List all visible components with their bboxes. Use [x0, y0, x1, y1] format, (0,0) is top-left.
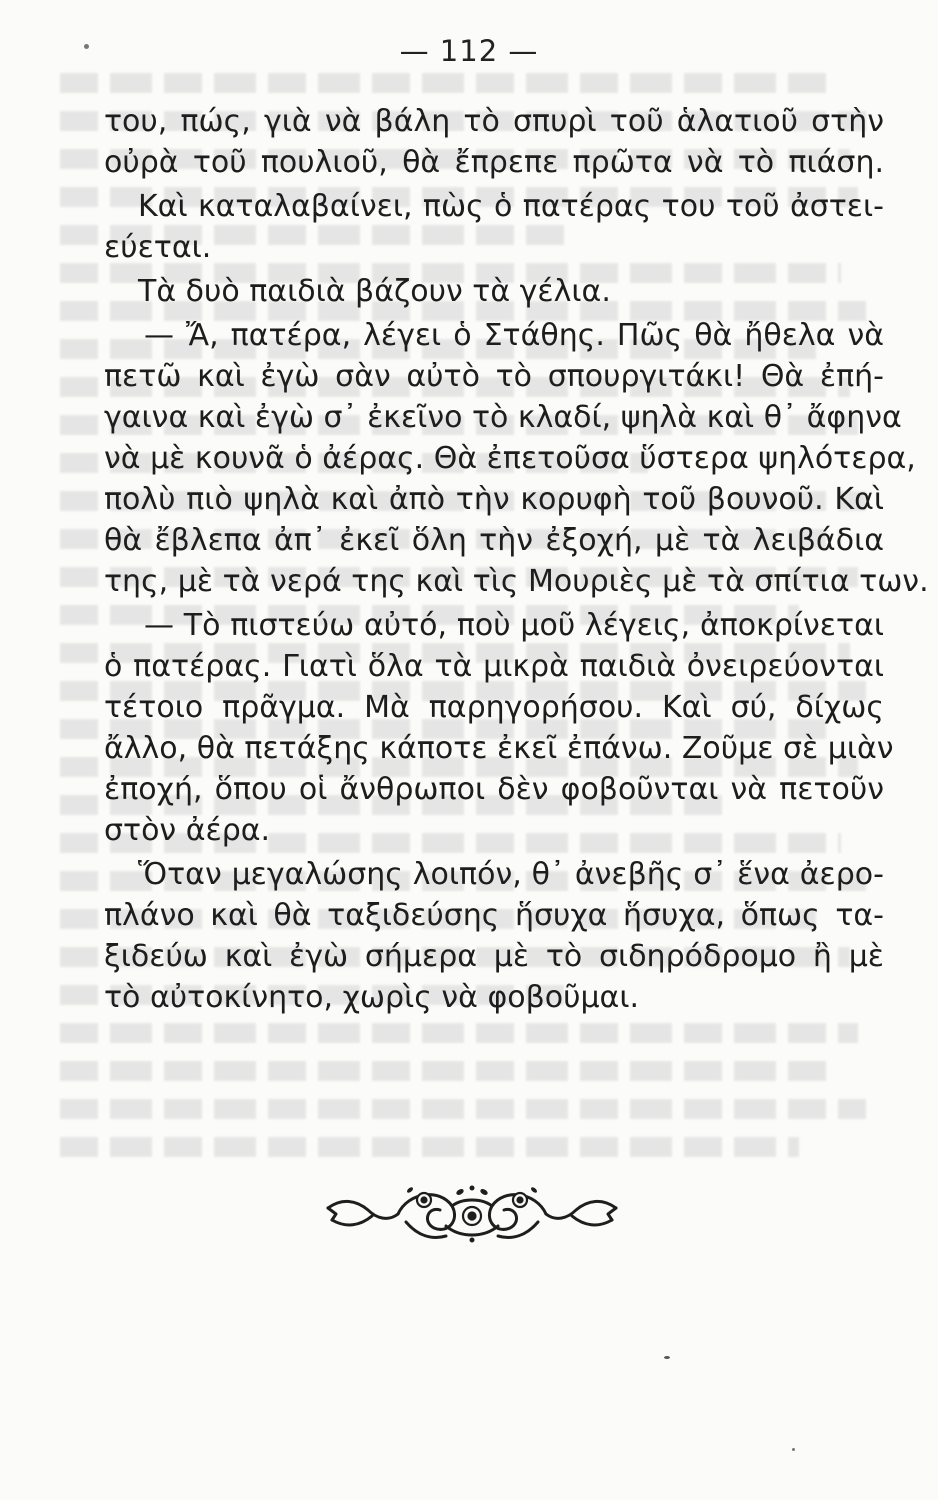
text-line: πλάνο καὶ θὰ ταξιδεύσης ἥσυχα ἥσυχα, ὅπως τα-: [104, 898, 884, 933]
text-line: στὸν ἀέρα.: [104, 813, 271, 848]
text-line: Τὰ δυὸ παιδιὰ βάζουν τὰ γέλια.: [138, 274, 611, 309]
text-line: πολὺ πιὸ ψηλὰ καὶ ἀπὸ τὴν κορυφὴ τοῦ βουνοῦ. Καὶ: [104, 482, 884, 517]
text-line: ἐποχή, ὅπου οἱ ἄνθρωποι δὲν φοβοῦνται νὰ πετοῦν: [104, 772, 884, 807]
paper-speck: [84, 44, 89, 49]
text-line: — Τὸ πιστεύω αὐτό, ποὺ μοῦ λέγεις, ἀποκρίνεται: [144, 608, 884, 643]
text-line: θὰ ἔβλεπα ἀπ᾿ ἐκεῖ ὅλη τὴν ἐξοχή, μὲ τὰ λειβάδια: [104, 523, 884, 558]
text-line: ὁ πατέρας. Γιατὶ ὅλα τὰ μικρὰ παιδιὰ ὀνειρεύονται: [104, 649, 884, 684]
text-line: τὸ αὐτοκίνητο, χωρὶς νὰ φοβοῦμαι.: [104, 980, 640, 1015]
text-line: της, μὲ τὰ νερά της καὶ τὶς Μουριὲς μὲ τὰ σπίτια των.: [104, 564, 929, 599]
ornament-icon: [322, 1178, 622, 1248]
text-line: του, πώς, γιὰ νὰ βάλη τὸ σπυρὶ τοῦ ἁλατιοῦ στὴν: [104, 104, 884, 139]
text-line: νὰ μὲ κουνᾶ ὁ ἀέρας. Θὰ ἐπετοῦσα ὕστερα ψηλότερα,: [104, 441, 916, 476]
text-line: ἄλλο, θὰ πετάξης κάποτε ἐκεῖ ἐπάνω. Ζοῦμε σὲ μιὰν: [104, 731, 894, 766]
text-line: Ὅταν μεγαλώσης λοιπόν, θ᾿ ἀνεβῆς σ᾿ ἕνα ἀερο-: [138, 857, 884, 892]
text-line: εύεται.: [104, 230, 212, 265]
text-line: γαινα καὶ ἐγὼ σ᾿ ἐκεῖνο τὸ κλαδί, ψηλὰ καὶ θ᾿ ἄφηνα: [104, 400, 902, 435]
paper-speck: [792, 1448, 795, 1451]
text-line: τέτοιο πρᾶγμα. Μὰ παρηγορήσου. Καὶ σύ, δίχως: [104, 690, 884, 725]
body-text: [104, 101, 929, 1018]
page-number: — 112 —: [399, 34, 539, 68]
text-line: πετῶ καὶ ἐγὼ σὰν αὐτὸ τὸ σπουργιτάκι! Θὰ ἐπή-: [104, 359, 884, 394]
text-line: Καὶ καταλαβαίνει, πὼς ὁ πατέρας του τοῦ ἀστει-: [138, 189, 884, 224]
text-line: ξιδεύω καὶ ἐγὼ σήμερα μὲ τὸ σιδηρόδρομο ἢ μὲ: [104, 939, 884, 974]
text-line: — Ἄ, πατέρα, λέγει ὁ Στάθης. Πῶς θὰ ἤθελα νὰ: [144, 318, 884, 353]
paper-speck: [664, 1356, 670, 1359]
text-line: οὐρὰ τοῦ πουλιοῦ, θὰ ἔπρεπε πρῶτα νὰ τὸ πιάση.: [104, 145, 884, 180]
